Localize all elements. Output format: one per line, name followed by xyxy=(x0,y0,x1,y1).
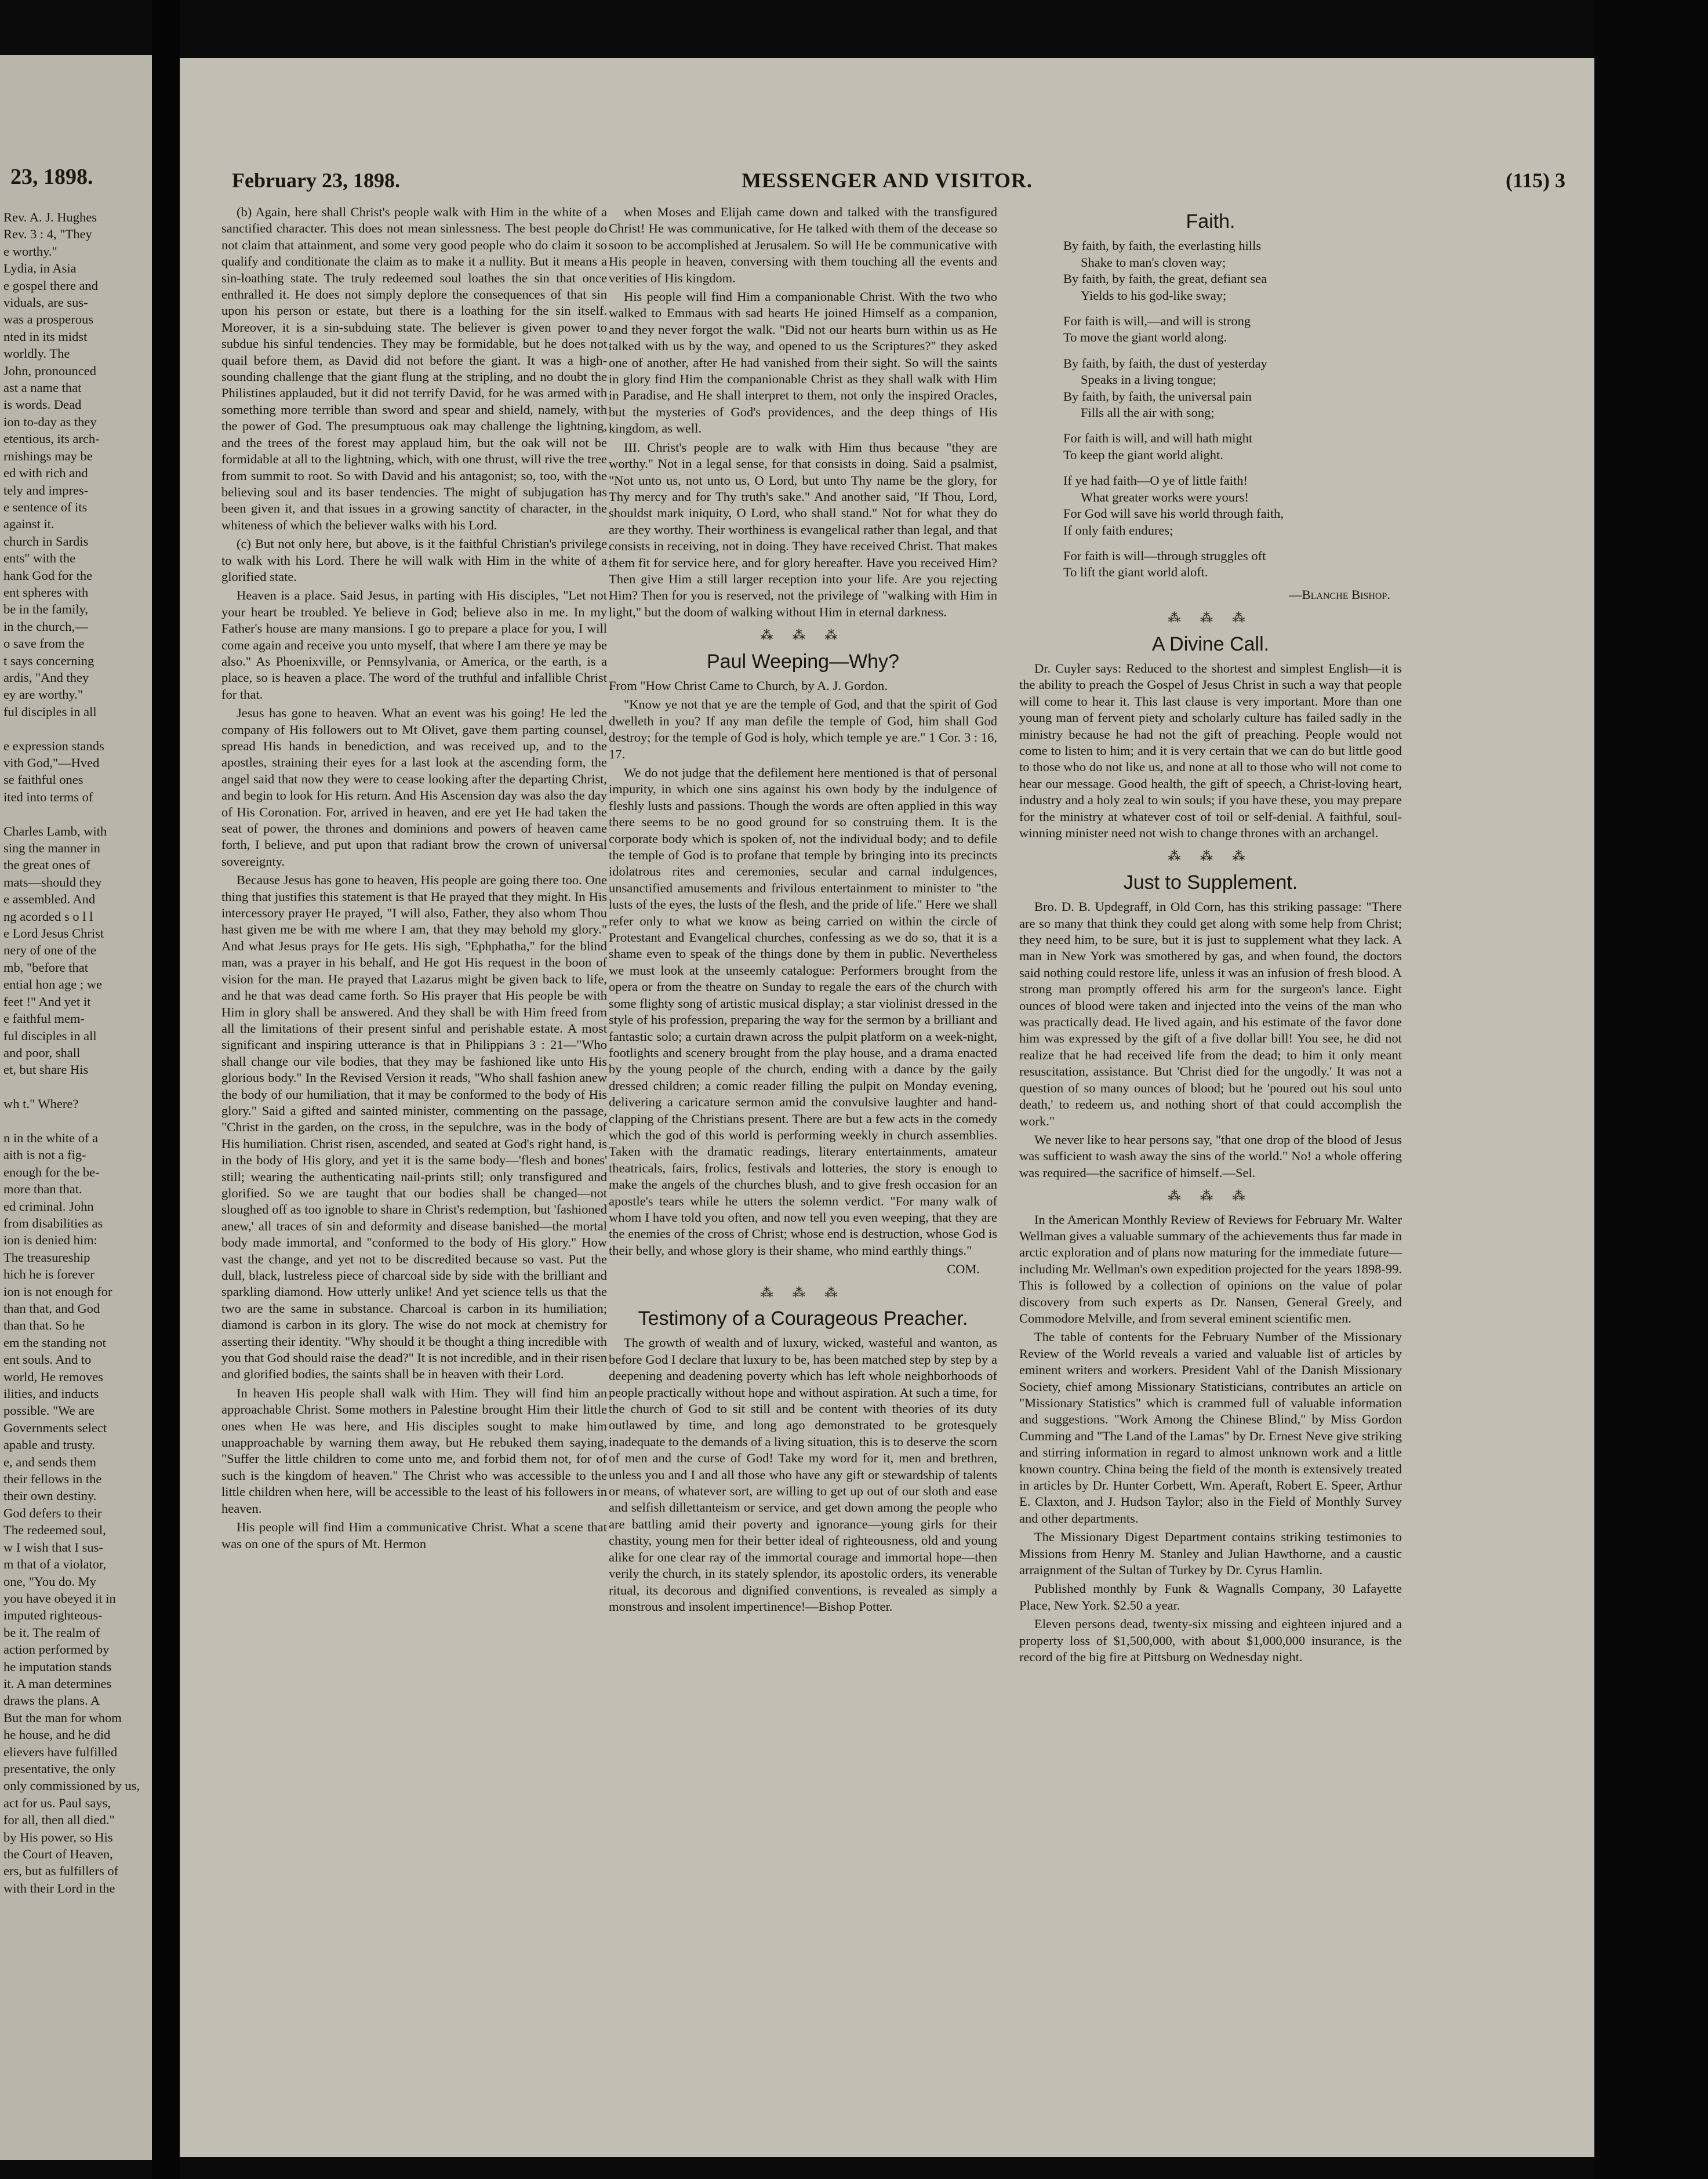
fragment-line: in the church,— xyxy=(3,619,88,634)
fragment-line: em the standing not xyxy=(3,1335,106,1350)
fragment-line: aith is not a fig- xyxy=(3,1147,86,1163)
fragment-line: ful disciples in all xyxy=(3,704,97,719)
fragment-line: ful disciples in all xyxy=(3,1028,97,1043)
fragment-line: ed with rich and xyxy=(3,466,88,481)
fragment-line: worldly. The xyxy=(3,346,70,361)
fragment-line: e assembled. And xyxy=(3,892,96,907)
fragment-line: presentative, the only xyxy=(3,1761,116,1776)
column-1 xyxy=(221,204,607,1555)
fragment-line: be in the family, xyxy=(3,602,88,617)
poem-line: Speaks in a living tongue; xyxy=(1081,372,1216,387)
fragment-line: But the man for whom xyxy=(3,1710,122,1725)
fragment-line: be it. The realm of xyxy=(3,1625,100,1640)
fragment-line: against it. xyxy=(3,517,54,532)
paragraph: Bro. D. B. Updegraff, in Old Corn, has this striking passage: "There are so many that think they could get along with some help from Christ; they need him, to be sure, but it is just to supplement what they lack. A man in New York was smothered by gas, and when found, the doctors said nothing could restore life, unless it was an infusion of fresh blood. A strong man promptly offered his arm for the surgeon's lance. Eight ounces of blood were taken and injected into the veins of the man who was practically dead. He lived again, and his estimate of the favor done him was expressed by the gift of a five dollar bill! You see, he did not realize that he had received life from the dead; to him it only meant resuscitation, assistance. But 'Christ died for the ungodly.' It was not a question of so many ounces of blood; but he 'poured out his soul unto death,' to redeem us, and nothing short of that could accomplish the work." xyxy=(1019,899,1402,1128)
fragment-line: etentious, its arch- xyxy=(3,431,100,446)
fragment-line: was a prosperous xyxy=(3,312,93,327)
article-title-supplement: Just to Supplement. xyxy=(1123,871,1298,894)
fragment-line: ers, but as fulfillers of xyxy=(3,1864,119,1879)
column-3 xyxy=(1019,204,1402,1668)
facing-page-text xyxy=(3,209,146,1897)
fragment-line: with their Lord in the xyxy=(3,1880,115,1895)
fragment-line: hich he is forever xyxy=(3,1267,95,1282)
fragment-line: act for us. Paul says, xyxy=(3,1795,111,1810)
fragment-line: m that of a violator, xyxy=(3,1557,107,1572)
fragment-line: n in the white of a xyxy=(3,1130,99,1145)
fragment-line: w I wish that I sus- xyxy=(3,1539,103,1555)
fragment-line: and poor, shall xyxy=(3,1045,81,1060)
fragment-line: feet !" And yet it xyxy=(3,994,91,1009)
fragment-line: e expression stands xyxy=(3,738,104,753)
section-ornament: ⁂ ⁂ ⁂ xyxy=(760,628,846,643)
fragment-line: rnishings may be xyxy=(3,448,93,463)
fragment-line: ent souls. And to xyxy=(3,1352,92,1367)
column-2 xyxy=(609,204,997,1617)
poem-line: Yields to his god-like sway; xyxy=(1081,288,1227,303)
fragment-line: ed criminal. John xyxy=(3,1199,94,1214)
section-ornament: ⁂ ⁂ ⁂ xyxy=(1168,849,1253,864)
fragment-line: Rev. 3 : 4, "They xyxy=(3,227,92,242)
poem-line: What greater works were yours! xyxy=(1081,489,1249,504)
poem-line: For faith is will—through struggles oft xyxy=(1063,548,1266,563)
paragraph: We do not judge that the defilement here mentioned is that of personal impurity, in which one sins against his own body by the indulgence of fleshly lusts and passions. Though the words are often applied in this way there seems to be no good ground for so construing them. It is the corporate body which is spoken of, not the individual body; and to defile the temple of God is to profane that temple by bringing into its precincts idolatrous rites and ceremonies, secular and carnal indulgences, unsanctified amusements and frivilous entertainment to minister to "the lusts of the eyes, the lusts of the flesh, and the pride of life." Here we shall refer only to what we know as being carried on within the circle of Protestant and Evangelical churches, confessing as we do so, that it is a shame even to speak of the things done by them in public. Nevertheless we must look at the unseemly catalogue: Performers brought from the opera or from the theatre on Sunday to regale the ears of the church with some flighty song of artistic musical display; a star violinist dressed in the style of his profession, preparing the way for the sermon by a brilliant and fantastic solo; a curtain drawn across the pulpit platform on a week-night, footlights and scenery brought from the play house, and a drama enacted by the young people of the church, ending with a dance by the gaily dressed children; a comic reader filling the pulpit on Monday evening, delivering a caricature sermon amid the convulsive laughter and hand-clapping of the Christians present. There are but a few acts in the comedy which the god of this world is performing weekly in church assemblies. Taken with the dramatic readings, literary entertainments, amateur theatricals, fairs, frolics, festivals and lotteries, the story is enough to make the angels of the churches blush, and to give fresh occasion for an apostle's tears while he utters the solemn verdict. "For many walk of whom I have told you often, and now tell you even weeping, that they are the enemies of the cross of Christ; whose end is destruction, whose God is their belly, and whose glory is their shame, who mind earthly things." xyxy=(609,765,997,1258)
page-header xyxy=(203,168,1571,197)
article-title-testimony: Testimony of a Courageous Preacher. xyxy=(638,1308,968,1330)
fragment-line: nted in its midst xyxy=(3,329,88,344)
fragment-line: e worthy." xyxy=(3,244,57,259)
fragment-line: he house, and he did xyxy=(3,1727,111,1742)
fragment-line: ion is not enough for xyxy=(3,1284,112,1299)
poem-title: Faith. xyxy=(1186,210,1235,233)
fragment-line: from disabilities as xyxy=(3,1215,103,1230)
fragment-line: you have obeyed it in xyxy=(3,1590,116,1606)
fragment-line: ited into terms of xyxy=(3,789,93,804)
paragraph: The growth of wealth and of luxury, wicked, wasteful and wanton, as before God I declare that luxury to be, has been matched step by step by a deepening and deadening poverty which has left whole neighborhoods of people practically without hope and without aspiration. At such a time, for the church of God to sit still and be content with theories of its duty outlawed by time, and long ago demonstrated to be grotesquely inadequate to the demands of a living situation, this is to deserve the scorn of men and the curse of God! Take my word for it, men and brethren, unless you and I and all those who have any gift or stewardship of talents or means, of whatever sort, are willing to get up out of our sloth and ease and selfish dillettanteism or service, and get down among the people who are battling amid their poverty and ignorance—young girls for their chastity, young men for their better ideal of righteousness, old and young alike for one clear ray of the immortal courage and immortal hope—then verily the church, in its stately splendor, its apostolic orders, its venerable ritual, its decorous and dignified conventions, is revealed as simply a monstrous and insolent impertinence!—Bishop Potter. xyxy=(609,1335,997,1614)
fragment-line xyxy=(3,805,146,822)
fragment-line: mats—should they xyxy=(3,874,102,889)
article-byline: From "How Christ Came to Church, by A. J. Gordon. xyxy=(609,678,888,693)
fragment-line: nery of one of the xyxy=(3,943,96,958)
facing-page-fragment xyxy=(0,55,152,2160)
paragraph: III. Christ's people are to walk with Him thus because "they are worthy." Not in a legal sense, for that consists in doing. Said a psalmist, "Not unto us, not unto us, O Lord, but unto Thy name be the glory, for Thy mercy and for Thy truth's sake." And another said, "If Thou, Lord, shouldst mark iniquity, O Lord, who shall stand." Not for what they do are they worthy. Their worthiness is evangelical rather than legal, and that consists in receiving, not in doing. They have received Christ. That makes them fit for service here, and for glory hereafter. Have you received Him? Then give Him a still larger reception into your life. Are you rejecting Him? Then for you is reserved, not the privilege of "walking with Him in light," but the doom of walking without Him in eternal darkness. xyxy=(609,440,997,619)
fragment-line: more than that. xyxy=(3,1182,82,1197)
paragraph: Heaven is a place. Said Jesus, in parting with His disciples, "Let not your heart be troubled. Ye believe in God; believe also in me. In my Father's house are many mansions. I go to prepare a place for you, I will come again and receive you unto myself, that where I am there ye may be also." As Phoenixville, or Pennsylvania, or America, or the earth, is a place, so is heaven a place. The word of the truthful and infallible Christ for that. xyxy=(221,588,607,702)
page-date: February 23, 1898. xyxy=(232,169,400,192)
notice-paragraph: In the American Monthly Review of Reviews for February Mr. Walter Wellman gives a valuable summary of the achievements thus far made in arctic exploration and of plans now maturing for the immediate future—including Mr. Wellman's own expedition projected for the years 1898-99. This is followed by a collection of opinions on the value of polar discovery from such experts as Dr. Nansen, General Greely, and Commodore Melville, and from several eminent scientific men. xyxy=(1019,1212,1402,1325)
poem-faith xyxy=(1063,238,1402,580)
paragraph: Dr. Cuyler says: Reduced to the shortest and simplest English—it is the ability to preach the Gospel of Jesus Christ in such a way that people will come to hear it. This last clause is very important. More than one young man of fervent piety and scholarly culture has failed sadly in the ministry because he had not the gift of preaching. People would not come to listen to him; and it is very certain that we can do but little good to those who do not like us, and none at all to those who will not come to hear our message. Good health, the gift of speech, a Christ-loving heart, industry and a holy zeal to win souls; if you have these, you may prepare for the ministry at whatever cost of toil or self-denial. A faithful, soul-winning minister need not wish to change thrones with an archangel. xyxy=(1019,660,1402,840)
fragment-line: world, He removes xyxy=(3,1369,103,1384)
paragraph: His people will find Him a communicative Christ. What a scene that was on one of the spurs of Mt. Hermon xyxy=(221,1520,607,1551)
poem-line: To lift the giant world aloft. xyxy=(1063,565,1208,580)
poem-line: For faith is will, and will hath might xyxy=(1063,431,1253,446)
poem-line: By faith, by faith, the everlasting hills xyxy=(1063,238,1262,253)
paragraph: We never like to hear persons say, "that one drop of the blood of Jesus was sufficient to wash away the sins of the world." No! a whole offering was required—the sacrifice of himself.—Sel. xyxy=(1019,1132,1402,1180)
fragment-line: than that. So he xyxy=(3,1318,85,1333)
article-title-divine-call: A Divine Call. xyxy=(1151,633,1270,655)
fragment-line: by His power, so His xyxy=(3,1829,113,1844)
fragment-line: ent spheres with xyxy=(3,584,89,600)
fragment-line: is words. Dead xyxy=(3,397,82,412)
fragment-line: church in Sardis xyxy=(3,533,89,549)
notice-paragraph: Eleven persons dead, twenty-six missing and eighteen injured and a property loss of $1,500,000, with about $1,000,000 insurance, is the record of the big fire at Pittsburg on Wednesday night. xyxy=(1019,1617,1402,1665)
fragment-line: Lydia, in Asia xyxy=(3,261,77,276)
fragment-line: he imputation stands xyxy=(3,1659,112,1674)
fragment-line: ion to-day as they xyxy=(3,414,97,429)
fragment-line: Governments select xyxy=(3,1420,107,1435)
book-gutter xyxy=(152,0,180,2179)
fragment-line: e sentence of its xyxy=(3,499,88,514)
poem-line: For God will save his world through faith, xyxy=(1063,506,1284,521)
fragment-line: e gospel there and xyxy=(3,278,99,293)
page-number: (115) 3 xyxy=(1506,169,1565,192)
fragment-line: only commissioned by us, xyxy=(3,1778,140,1793)
fragment-line: sing the manner in xyxy=(3,841,100,856)
fragment-line: et, but share His xyxy=(3,1062,89,1077)
fragment-line: Charles Lamb, with xyxy=(3,823,107,838)
fragment-line: than that, and God xyxy=(3,1301,100,1316)
fragment-line: their own destiny. xyxy=(3,1488,97,1503)
paragraph: (c) But not only here, but above, is it the faithful Christian's privilege to walk with his Lord. There he will walk with Him in the white of a glorified state. xyxy=(221,536,607,584)
fragment-line: one, "You do. My xyxy=(3,1574,97,1589)
facing-page-header: 23, 1898. xyxy=(10,165,93,189)
fragment-line: imputed righteous- xyxy=(3,1608,103,1623)
fragment-line: ast a name that xyxy=(3,380,82,395)
fragment-line: the Court of Heaven, xyxy=(3,1847,113,1861)
fragment-line: draws the plans. A xyxy=(3,1693,100,1708)
fragment-line: enough for the be- xyxy=(3,1164,100,1179)
poem-line: If ye had faith—O ye of little faith! xyxy=(1063,473,1248,488)
fragment-line: vith God,"—Hved xyxy=(3,756,100,770)
poem-author: —Blanche Bishop. xyxy=(1289,587,1390,602)
fragment-line: e faithful mem- xyxy=(3,1011,85,1026)
fragment-line: for all, then all died." xyxy=(3,1813,115,1828)
section-ornament: ⁂ ⁂ ⁂ xyxy=(760,1285,846,1300)
fragment-line: John, pronounced xyxy=(3,363,96,378)
paragraph: "Know ye not that ye are the temple of God, and that the spirit of God dwelleth in you? If any man defile the temple of God, him shall God destroy; for the temple of God is holy, which temple ye are." 1 Cor. 3 : 16, 17. xyxy=(609,697,997,761)
fragment-line: e, and sends them xyxy=(3,1454,96,1469)
fragment-line: se faithful ones xyxy=(3,772,83,787)
fragment-line: The redeemed soul, xyxy=(3,1523,106,1538)
fragment-line: The treasureship xyxy=(3,1250,90,1265)
notice-paragraph: Published monthly by Funk & Wagnalls Company, 30 Lafayette Place, New York. $2.50 a year. xyxy=(1019,1581,1402,1613)
fragment-line: ential hon age ; we xyxy=(3,977,102,992)
fragment-line: ilities, and inducts xyxy=(3,1386,99,1401)
fragment-line: their fellows in the xyxy=(3,1472,102,1487)
fragment-line: o save from the xyxy=(3,636,85,651)
poem-line: Fills all the air with song; xyxy=(1081,405,1215,420)
fragment-line: ardis, "And they xyxy=(3,670,89,685)
poem-line: By faith, by faith, the universal pain xyxy=(1063,388,1252,404)
poem-line: If only faith endures; xyxy=(1063,522,1173,538)
fragment-line: viduals, are sus- xyxy=(3,295,88,310)
fragment-line: God defers to their xyxy=(3,1505,102,1520)
fragment-line: ents" with the xyxy=(3,551,76,566)
article-signature: COM. xyxy=(947,1262,980,1277)
fragment-line: mb, "before that xyxy=(3,960,89,975)
paragraph: Because Jesus has gone to heaven, His people are going there too. One thing that justifies this statement is that He prayed that they might. In His intercessory prayer He prayed, "I will also, Father, they also whom Thou hast given me be with me where I am, that they may behold my glory." And what Jesus prays for He gets. His sigh, "Ephphatha," for the blind man, was a prayer in his behalf, and He got His request in the boon of vision for the man. He prayed that Lazarus might be given back to life, and he that was dead came forth. So His prayer that His people be with Him in glory shall be answered. And they shall be with Him freed from all the limitations of their present sinful and perishable estate. A most significant and inspiring utterance is that in Philippians 3 : 21—"Who shall change our vile bodies, that they may be fashioned like unto His glorious body." In the Revised Version it reads, "Who shall fashion anew the body of our humiliation, that it may be conformed to the body of His glory." Said a gifted and sainted minister, commenting on the passage, "Christ in the garden, on the cross, in the sepulchre, was in the body of His humiliation. Christ risen, ascended, and seated at God's right hand, is in the body of His glory, and yet it is the same body—'flesh and bones' still; wearing the authenticating nail-prints still; only transfigured and glorified. So we are taught that our bodies shall be changed—not sloughed off as too ignoble to share in Christ's redemption, but 'fashioned anew,' all traces of sin and deformity and disease banished—the mortal body made immortal, and "conformed to the body of His glory." How vast the change, and yet not to be discredited because so vast. Put the dull, black, lustreless piece of charcoal side by side with the brilliant and sparkling diamond. How utterly unlike! And yet science tells us that the two are the same in substance. Charcoal is carbon in its humiliation; diamond is carbon in its glory. The wise do not mock at chemistry for asserting their identity. "Why should it be thought a thing incredible with you that God should raise the dead?" It is not incredible, and in their risen and glorified bodies, the saints shall be in heaven with their Lord. xyxy=(221,873,607,1382)
masthead-title: MESSENGER AND VISITOR. xyxy=(742,169,1033,192)
paragraph: when Moses and Elijah came down and talked with the transfigured Christ! He was communicative, for He talked with them of the decease so soon to be accomplished at Jerusalem. So will He be communicative with His people in heaven, conversing with them touching all the events and verities of His kingdom. xyxy=(609,205,997,285)
newspaper-page xyxy=(180,58,1594,2157)
fragment-line: the great ones of xyxy=(3,858,90,873)
poem-line: To keep the giant world alight. xyxy=(1063,447,1223,462)
fragment-line: e Lord Jesus Christ xyxy=(3,926,104,941)
fragment-line: tely and impres- xyxy=(3,482,89,497)
fragment-line: wh t." Where? xyxy=(3,1096,79,1112)
section-ornament: ⁂ ⁂ ⁂ xyxy=(1168,1189,1253,1204)
paragraph: In heaven His people shall walk with Him. They will find him an approachable Christ. Some mothers in Palestine brought Him their little ones when He was here, and His disciples sought to make him unapproachable by warning them away, but He rebuked them saying, "Suffer the little children to come unto me, and forbid them not, for of such is the kingdom of heaven." The Christ who was accessible to the little children when here, will be accessible to the least of his followers in heaven. xyxy=(221,1385,607,1516)
notice-paragraph: The Missionary Digest Department contains striking testimonies to Missions from Henry M. Stanley and Julian Hawthorne, and a caustic arraignment of the Sultan of Turkey by Dr. Cyrus Hamlin. xyxy=(1019,1530,1402,1578)
fragment-line: ey are worthy." xyxy=(3,687,83,702)
poem-line: Shake to man's cloven way; xyxy=(1081,255,1226,270)
poem-line: By faith, by faith, the dust of yesterday xyxy=(1063,355,1267,371)
fragment-line xyxy=(3,1078,146,1095)
fragment-line: action performed by xyxy=(3,1642,110,1657)
paragraph: (b) Again, here shall Christ's people walk with Him in the white of a sanctified character. This does not mean sinlessness. The best people do not claim that attainment, and some very good people who do claim it so qualify and conditionate the claim as to make it a nullity. But it means a sin-loathing state. The truly redeemed soul loathes the sin that once enthralled it. He does not simply deplore the consequences of that sin upon his person or estate, but there is a loathing for the sin itself. Moreover, it is a sin-subduing state. The believer is given power to subdue his sinful tendencies. They may be formidable, but he does not quail before them, as David did not before the giant. It was a high-sounding challenge that the giant flung at the stripling, and no doubt the Philistines applauded, but it did not terrify David, for he was armed with something more terrible than sword and spear and shield, namely, with the power of God. The presumptuous oak may challenge the lightning, and the trees of the forest may applaud him, but the oak will not be formidable at all to the lightning, which, with one thrust, will rive the tree from summit to root. So with David and his antagonist; so, too, with the believing soul and its baser tendencies. The might of subjugation has been given it, and that issues in a growing sanctity of character, in the whiteness of which the believer walks with his Lord. xyxy=(221,205,607,532)
paragraph: His people will find Him a companionable Christ. With the two who walked to Emmaus with sad hearts He joined Himself as a companion, and they never forgot the walk. "Did not our hearts burn within us as He talked with us by the way, and opened to us the Scriptures?" they asked one of another, after He had vanished from their sight. So will the saints in glory find Him the companionable Christ as they shall walk with Him in Paradise, and He shall interpret to them, not only the inspired Oracles, but the mysteries of God's providences, and the deep things of His kingdom, as well. xyxy=(609,289,997,436)
fragment-line: it. A man determines xyxy=(3,1676,112,1691)
poem-line: By faith, by faith, the great, defiant sea xyxy=(1063,271,1267,286)
fragment-line: ion is denied him: xyxy=(3,1233,97,1248)
fragment-line xyxy=(3,1113,146,1130)
poem-line: For faith is will,—and will is strong xyxy=(1063,314,1251,329)
notice-paragraph: The table of contents for the February Number of the Missionary Review of the World reveals a varied and valuable list of articles by eminent writers and workers. President Vahl of the Danish Missionary Society, chief among Missionary Statisticians, contributes an article on "Missionary Statistics" which is crammed full of valuable information and suggestions. "Work Among the Chinese Blind," by Miss Gordon Cumming and "The Land of the Lamas" by Dr. Ernest Neve give striking and stirring information in regard to almost unknown work and a little known country. China being the field of the month is extensively treated in articles by Dr. Hunter Corbett, Wm. Aperaft, Robert E. Speer, Arthur E. Claxton, and J. Hudson Taylor; also in the Field of Monthly Survey and other departments. xyxy=(1019,1330,1402,1526)
paragraph: Jesus has gone to heaven. What an event was his going! He led the company of His followers out to Mt Olivet, gave them parting counsel, spread His hands in benediction, and was received up, and to the apostles, straining their eyes for a last look at the ascending form, the angel said that now they were to cease looking after the departing Christ, and begin to look for His return. And His Ascension day was also the day of His Coronation. For, arrived in heaven, and ere yet He had taken the seat of power, the thrones and dominions and powers of heaven came forth, I believe, and put upon that radiant brow the crown of universal sovereignty. xyxy=(221,706,607,869)
fragment-line: elievers have fulfilled xyxy=(3,1744,118,1759)
fragment-line: apable and trusty. xyxy=(3,1437,95,1452)
fragment-line: possible. "We are xyxy=(3,1403,95,1418)
section-ornament: ⁂ ⁂ ⁂ xyxy=(1168,611,1253,626)
article-title-paul-weeping: Paul Weeping—Why? xyxy=(707,650,899,673)
dark-margin xyxy=(1594,0,1708,2179)
poem-line: To move the giant world along. xyxy=(1063,330,1227,345)
fragment-line: Rev. A. J. Hughes xyxy=(3,210,97,224)
fragment-line: hank God for the xyxy=(3,568,93,583)
fragment-line: ng acorded s o l l xyxy=(3,909,93,924)
fragment-line xyxy=(3,720,146,737)
fragment-line: t says concerning xyxy=(3,653,95,668)
